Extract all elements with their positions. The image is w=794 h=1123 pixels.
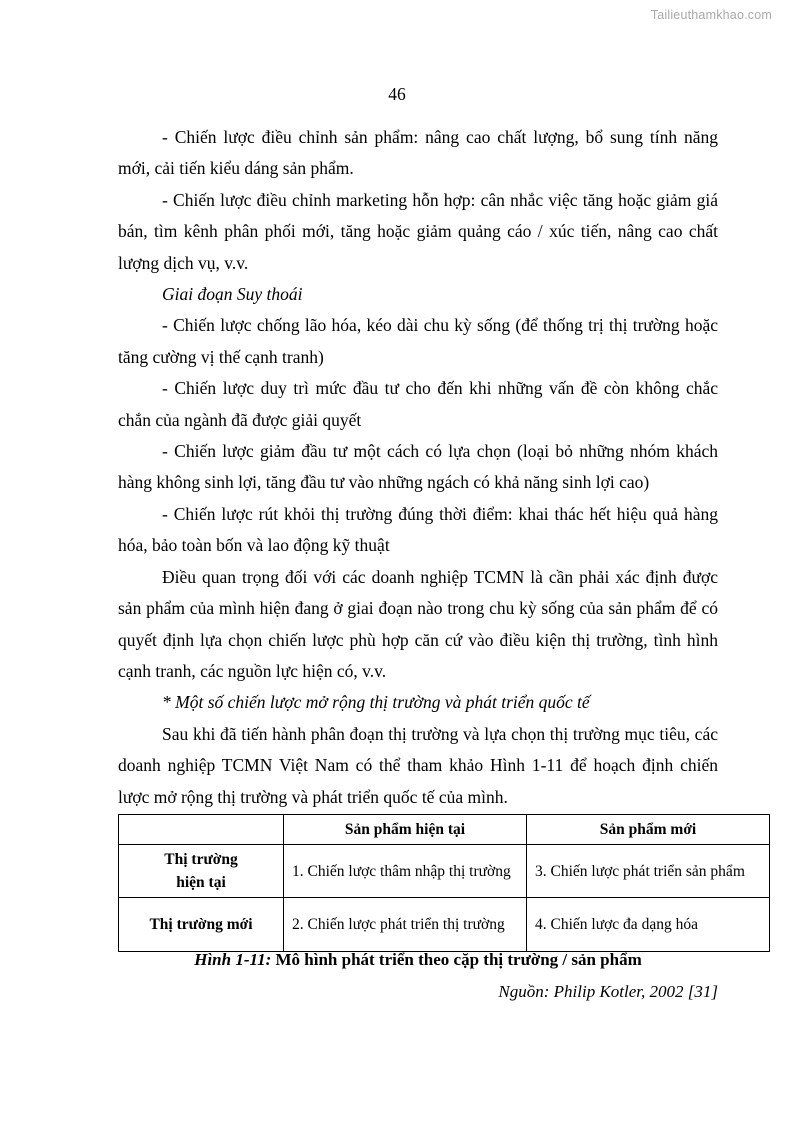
table-row <box>119 898 770 952</box>
row-header-line-1: Thị trường <box>164 851 238 868</box>
table-cell-market-penetration: 1. Chiến lược thâm nhập thị trường <box>284 845 527 898</box>
body-text-block <box>118 122 718 813</box>
paragraph-marketing-mix-adjustment: - Chiến lược điều chỉnh marketing hỗn hợp: cân nhắc việc tăng hoặc giảm giá bán, tìm kênh phân phối mới, tăng hoặc giảm quảng cáo / xúc tiến, nâng cao chất lượng dịch vụ, v.v. <box>118 189 718 273</box>
figure-label: Hình 1-11: <box>194 950 272 969</box>
heading-market-expansion-section: * Một số chiến lược mở rộng thị trường và phát triển quốc tế <box>162 692 590 713</box>
table-col-header-new-product: Sản phẩm mới <box>527 815 770 845</box>
bullet-anti-aging-strategy: - Chiến lược chống lão hóa, kéo dài chu kỳ sống (để thống trị thị trường hoặc tăng cường vị thế cạnh tranh) <box>118 315 718 367</box>
market-product-matrix-wrapper <box>118 814 745 952</box>
figure-source: Nguồn: Philip Kotler, 2002 [31] <box>498 982 718 1001</box>
table-row-header-new-market: Thị trường mới <box>119 898 284 952</box>
row-header-line-2: hiện tại <box>176 874 226 891</box>
page-number: 46 <box>388 84 406 104</box>
bullet-maintain-investment-strategy: - Chiến lược duy trì mức đầu tư cho đến khi những vấn đề còn không chắc chắn của ngành đã được giải quyết <box>118 378 718 430</box>
table-header-row <box>119 815 770 845</box>
market-product-matrix-table <box>118 814 770 952</box>
table-cell-market-development: 2. Chiến lược phát triển thị trường <box>284 898 527 952</box>
table-row <box>119 845 770 898</box>
table-corner-cell <box>119 815 284 845</box>
paragraph-tcmn-lifecycle: Điều quan trọng đối với các doanh nghiệp TCMN là cần phải xác định được sản phẩm của mình hiện đang ở giai đoạn nào trong chu kỳ sống của sản phẩm để có quyết định lựa chọn chiến lược phù hợp căn cứ vào điều kiện thị trường, tình hình cạnh tranh, các nguồn lực hiện có, v.v. <box>118 566 718 681</box>
bullet-selective-divestment-strategy: - Chiến lược giảm đầu tư một cách có lựa chọn (loại bỏ những nhóm khách hàng không sinh lợi, tăng đầu tư vào những ngách có khả năng sinh lợi cao) <box>118 441 718 493</box>
figure-caption <box>118 950 718 970</box>
figure-caption-text: Mô hình phát triển theo cặp thị trường / sản phẩm <box>271 950 642 969</box>
bullet-market-exit-strategy: - Chiến lược rút khỏi thị trường đúng thời điểm: khai thác hết hiệu quả hàng hóa, bảo toàn bốn và lao động kỹ thuật <box>118 503 718 556</box>
paragraph-product-adjustment: - Chiến lược điều chỉnh sản phẩm: nâng cao chất lượng, bổ sung tính năng mới, cải tiến kiểu dáng sản phẩm. <box>118 127 718 179</box>
table-cell-product-development: 3. Chiến lược phát triển sản phẩm <box>527 845 770 898</box>
table-col-header-existing-product: Sản phẩm hiện tại <box>284 815 527 845</box>
watermark-text: Tailieuthamkhao.com <box>650 8 772 22</box>
paragraph-segmentation-reference: Sau khi đã tiến hành phân đoạn thị trường và lựa chọn thị trường mục tiêu, các doanh nghiệp TCMN Việt Nam có thể tham khảo Hình 1-11 để hoạch định chiến lược mở rộng thị trường và phát triển quốc tế của mình. <box>118 723 718 807</box>
table-row-header-existing-market <box>119 845 284 898</box>
table-cell-diversification: 4. Chiến lược đa dạng hóa <box>527 898 770 952</box>
heading-decline-stage: Giai đoạn Suy thoái <box>162 284 303 305</box>
